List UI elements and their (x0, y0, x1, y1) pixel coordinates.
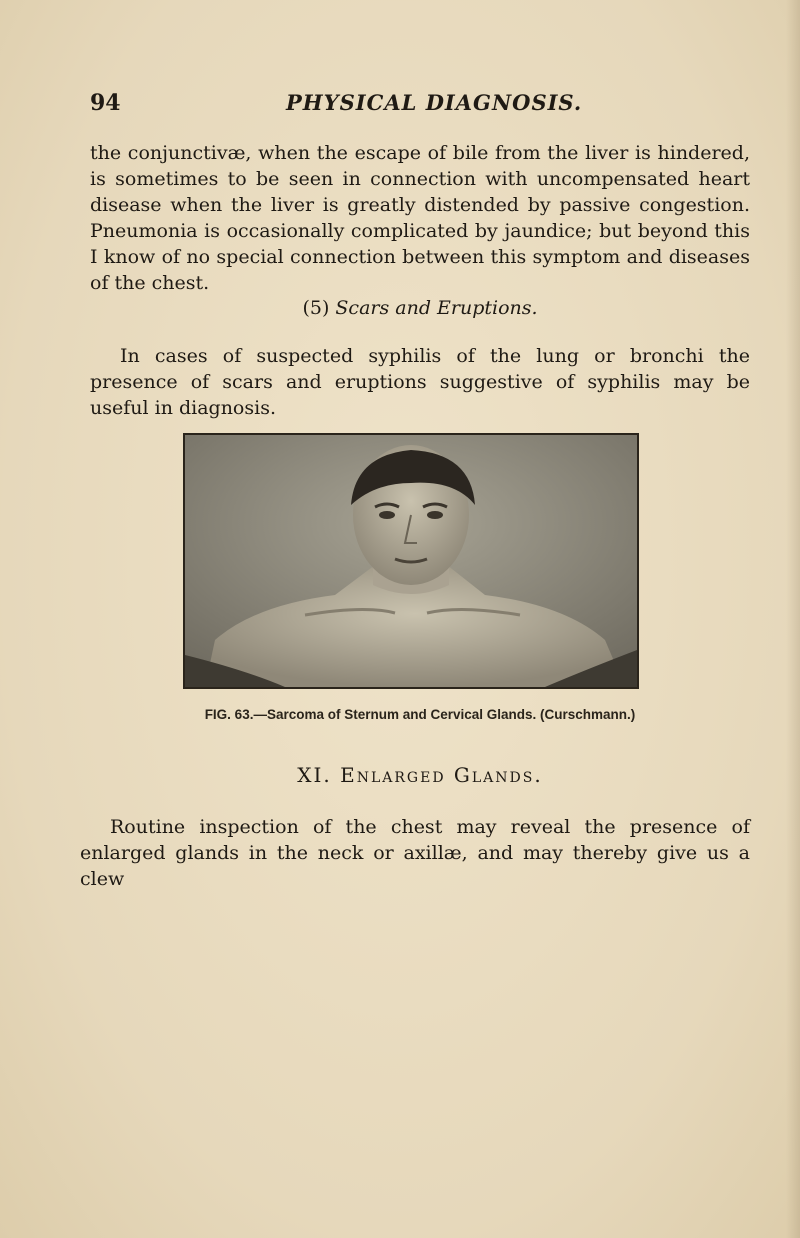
paragraph-enlarged-glands: Routine inspection of the chest may reveal the presence of enlarged glands in the neck or axillæ, and may thereby give us a clew (80, 816, 750, 890)
section-number: (5) (302, 297, 330, 319)
page-header (90, 90, 750, 124)
page-number: 94 (90, 90, 121, 116)
page-edge-shadow (786, 0, 800, 1238)
section-title: Scars and Eruptions. (335, 297, 538, 319)
paragraph-syphilis: In cases of suspected syphilis of the lung or bronchi the presence of scars and eruptions suggestive of syphilis may be useful in diagnosis. (90, 345, 750, 419)
section-heading (90, 295, 750, 321)
patient-portrait-image (185, 435, 637, 687)
figure-photograph (183, 433, 639, 689)
figure-caption: FIG. 63.—Sarcoma of Sternum and Cervical Glands. (Curschmann.) (204, 707, 636, 722)
chapter-heading: XI. Enlarged Glands. (297, 763, 543, 787)
running-head: PHYSICAL DIAGNOSIS. (286, 90, 583, 115)
paragraph-jaundice: the conjunctivæ, when the escape of bile from the liver is hindered, is sometimes to be seen in connection with uncompensated heart disease when the liver is greatly distended by passive congestion. Pneumonia is occasionally complicated by jaundice; but beyond this I know of no special connection between this symptom and diseases of the chest. (90, 142, 750, 294)
